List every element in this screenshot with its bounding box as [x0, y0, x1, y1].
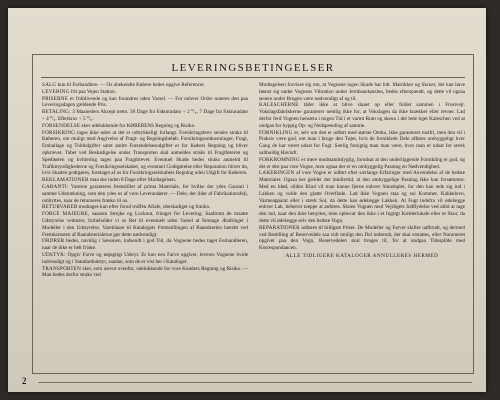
terms-paragraph: [259, 102, 465, 129]
terms-paragraph: [42, 89, 248, 96]
terms-paragraph: [259, 225, 465, 252]
paragraph-text: tåder ikke at blive slaaet op eller foldet sammen i Frostvejr. Vokslagsfabrikkerne garanterer nemlig ikke for, at Vokslagen da ikke knækker eller revner. Lad derfor ferd Vognen hensæta i nogen Tid i et varmt Rum og skeun i det lede tiget Kaleschen ved at undgaa for hyppig Op- og Nedspænding af samme.: [259, 102, 465, 129]
paragraph-heading: RETURVARER: [42, 204, 78, 211]
paragraph-text: sker udelukkende for KØBERENS Regning og Risiko.: [80, 122, 196, 129]
terms-paragraph: [42, 96, 248, 110]
terms-paragraph: [42, 109, 248, 123]
terms-paragraph: [259, 157, 465, 171]
terms-paragraph: [42, 184, 248, 204]
paragraph-heading: TRANSPORTEN: [42, 265, 82, 272]
terms-paragraph: [42, 211, 248, 238]
paragraph-heading: FORNIKLING: [259, 129, 293, 136]
paragraph-heading: ORDRER: [42, 238, 65, 245]
paragraph-heading: BETALING:: [42, 109, 71, 116]
paragraph-heading: LEVERING: [42, 88, 70, 95]
paragraph-heading: REPARATIONER: [259, 224, 300, 231]
terms-paragraph: [259, 170, 465, 224]
paragraph-text: 3 Maaneders Akcept netto. 30 Dage fra Fakturadato ÷ 2 ⁰/₀. 7 Dage fra Fakturadato ÷ 4 ⁰/₀. Efterkrav ÷ 5 ⁰/₀.: [42, 109, 248, 122]
footer-rule: [38, 382, 472, 383]
paragraph-text: maa ske inden 8 Dage efter Modtagelsen.: [88, 177, 176, 184]
paragraph-text: Opgiv Farve og nøjagtigt Udstyr. Er kun een Farve opgivet, leveres Vognene hvide indvendigt og i Standardudstyr, saadan, som de er vist her i Kataloget.: [42, 251, 248, 265]
paragraph-text: saasom Strejke og Lockout, fritager for Levering. Saafremt de maatte Udstyrelse vedrører, forbeholder vi os Ret til eventuelt uden Varsel at foretage Ændringer i Modeller i den Udstyrelse, Vareklasse til Katalogets Fremstillingen af Baandserien hærdet ved Fremkomsten af Baandsterialerne gør dette nødvendigt.: [42, 211, 248, 238]
content-frame: [32, 54, 474, 374]
paragraph-text: er mere modstandsdygtig, forudsat at den underliggende Fornikling er god, og det er den paa vore Vogne, men ogsaa der er en omhyggelig Pasning en Nødvendighed.: [259, 156, 465, 170]
paragraph-heading: UDSTYR:: [42, 251, 66, 258]
paragraph-heading: FORSIKRING: [42, 129, 76, 136]
terms-paragraph: [42, 82, 248, 89]
paragraph-heading: KALESCHERNE: [259, 102, 299, 109]
paragraph-text: kun til Forhandlere. — Os ubekendte Købere bedes opgive Referencer.: [56, 82, 206, 88]
terms-paragraph: [259, 253, 465, 260]
terms-paragraph: [259, 130, 465, 157]
terms-paragraph: [42, 238, 248, 252]
terms-paragraph: [42, 266, 248, 280]
paragraph-heading: REKLAMATIONER: [42, 177, 89, 184]
left-column: [42, 82, 248, 366]
paragraph-heading: FORSENDELSE: [42, 122, 81, 129]
page-number: 2: [22, 376, 27, 386]
paragraph-heading: FORCE MAJEURE,: [42, 211, 90, 218]
paragraph-text: udføres til billigste Priser. De Modeller og Farver skifter uafbrudt, og dermed ved Bestilling af Reservedele saa vidt muligt den Del indsendt, der skal erstattes, eller Nummeret opgivet paa den Vogn, Reservedelen skal bruges til, for at undgaa Tidsspilde med Korrespondancen.: [259, 224, 465, 252]
paragraph-text: Varerne garanteres fremstillet af prima Materiale, for hvilke der ydes Garanti i samme Udstrækning, som den ydes os af vore Leverandører. — Dele, der lider af Fabrikationsfejl, ombyttes, naar de returneres franko til os.: [42, 183, 248, 204]
paragraph-heading: FORKROMNING: [259, 156, 300, 163]
paragraph-text: frit paa Vejen Station.: [69, 88, 116, 95]
terms-paragraph: [42, 177, 248, 184]
terms-paragraph: [42, 130, 248, 178]
paragraph-text: er, selv om den er udført med største Omhu, ikke garanteret rustfri, men den vil i Praksis være god, om man i bruge den Tøjer, hvis de forniklede Dele afføres omhyggeligt hver Gang de har været udsat for Fugt. Særlig forsigtig man man være, hvor man er udsat for stærk saltholdig Havluft.: [259, 129, 465, 156]
page-title: LEVERINGSBETINGELSER: [171, 62, 335, 74]
paragraph-heading: GARANTI:: [42, 183, 69, 190]
catalog-page: [8, 8, 486, 392]
paragraph-text: ALLE TIDLIGERE KATALOGER ANNULLERES HERMED: [285, 252, 439, 259]
paragraph-text: Modtagelsen forvisse sig om, at Vognene ingen Skade har lidt. Matrikker og Skruer, der kan have løsnet sig under Vognens Vibration under Jernbanekørslen, bedes efterspændt, og dette vil ogsaa senere under Brugen være nødvendigt af og til.: [259, 82, 465, 102]
paragraph-text: sker, som nævnt ovenfor, udelukkende for vore Kunders Regning og Risiko. — Man bedes derfor straks ved: [42, 265, 248, 279]
paragraph-text: af vore Vogne er udført efter særlange Erfaringer med Anvendelse af de bedste Materialer. Ogsaa her gælder det imidlertid, at den omhyggelige Pasning ikke kan forsømmes. Med en blød, silden Klud vil man kunne fjerne enhver Smudsplet, for den kan æde sig ind i Lakken og volde den glatte Overflade. Lad ikke Vognen staa og sol Kommer, Kakkelovn, Varmeapparat eller i stærk Sol, da dette kan ødelægge Lakken. At Fugt indefra vil ødelægge enhver Lak, behøver næppe at anføres. Skuen Vognen med Vejrligets Indflydelse ved altid at tage den ind, naar den ikke benyttes, men opbevar den ikke i et fugtigt Kælderlokale eller et Skur, da dette vil ødelægge selv den bedste Vogn.: [259, 170, 465, 224]
terms-paragraph: [42, 123, 248, 130]
terms-paragraph: [259, 82, 465, 102]
terms-paragraph: [42, 252, 248, 266]
paragraph-text: modtages kun efter forud truffen Aftale, ubeskadiget og franko.: [77, 204, 211, 211]
paragraph-heading: SALG: [42, 82, 57, 88]
right-column: [259, 82, 465, 366]
title-divider: [41, 77, 465, 78]
paragraph-text: bedes, navnlig i Sæsonen, indsendt i god Tid, da Vognene bedes taget Forhandleren, naar de ikke er helt friske.: [42, 238, 248, 252]
paragraph-text: er fritblivende og kan forandres uden Varsel. — For enhver Ordre noteres den paa Leveringsdagen gældende Pris.: [42, 95, 248, 109]
paragraph-text: tages ikke uden at det er udtrykkeligt forlangt. Forsikringsbrev sendes straks til Køberen, om muligt med Angivelse af Fragt- og Regningsbeløb. Forsikringsomkostninger, Fragt, Emballage og Toldudgifter samt andre Forsendelsesudgifter er for Købers Regning og bliver opkrævet. Tabet ved Beskadigelse under Transporten skal anmeldes straks til Fragtføreren og Speditøren og kvittering tages paa Fragtbrevet. Eventuel Skade bedes straks anmeldt til Trafikmyndighederne og Forsikringsselskabet, og eventuel Godtgørelse eller Reparation bliver da, hvis Skaden godtgøres, foretaget af os for Forsikringsselskabets Regning uden Udgift for Køberen.: [42, 129, 248, 177]
paragraph-heading: LAKERINGEN: [259, 170, 295, 177]
paragraph-heading: PRISERNE: [42, 95, 69, 102]
